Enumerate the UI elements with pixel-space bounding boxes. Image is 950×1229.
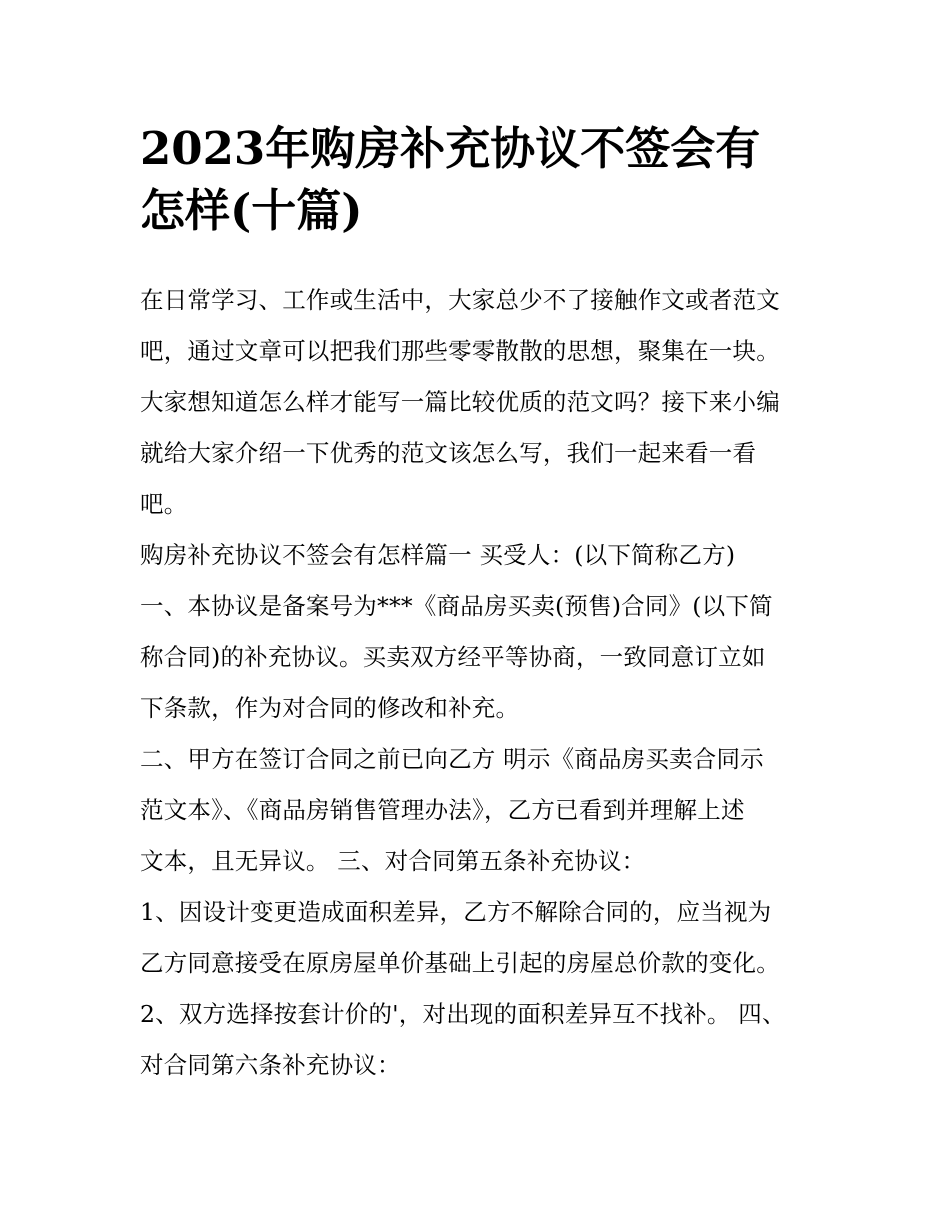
text-line: 二、甲方在签订合同之前已向乙方 明示《商品房买卖合同示 [140,745,764,773]
paragraph-section-heading [140,530,820,581]
document-body [140,275,820,1091]
text-line: 1、因设计变更造成面积差异，乙方不解除合同的，应当视为 [140,898,772,926]
document-title [140,118,820,242]
text-line: 2、双方选择按套计价的'，对出现的面积差异互不找补。 四、 [140,1000,786,1028]
document-content [140,118,820,1091]
text-line: 对合同第六条补充协议： [140,1051,401,1079]
text-line: 范文本》、《商品房销售管理办法》，乙方已看到并理解上述 [140,796,745,824]
text-line: 下条款，作为对合同的修改和补充。 [140,694,520,722]
text-line: 文本，且无异议。 三、对合同第五条补充协议： [140,847,646,875]
text-line: 在日常学习、工作或生活中，大家总少不了接触作文或者范文 [140,286,780,314]
text-line: 大家想知道怎么样才能写一篇比较优质的范文吗？接下来小编 [140,388,780,416]
paragraph-clause-1 [140,581,820,734]
paragraph-intro [140,275,820,530]
text-line: 吧，通过文章可以把我们那些零零散散的思想，聚集在一块。 [140,337,780,365]
title-line: 怎样(十篇) [140,184,363,237]
paragraph-clause-2 [140,734,820,887]
text-line: 吧。 [140,490,188,518]
text-line: 就给大家介绍一下优秀的范文该怎么写，我们一起来看一看 [140,439,757,467]
text-line: 称合同)的补充协议。买卖双方经平等协商，一致同意订立如 [140,643,766,671]
text-line: 乙方同意接受在原房屋单价基础上引起的房屋总价款的变化。 [140,949,780,977]
paragraph-item-1 [140,887,820,989]
text-line: 购房补充协议不签会有怎样篇一 买受人：(以下简称乙方) [140,541,736,569]
text-line: 一、本协议是备案号为***《商品房买卖(预售)合同》(以下简 [140,592,773,620]
title-line: 2023年购房补充协议不签会有 [140,122,761,175]
paragraph-item-2 [140,989,820,1091]
